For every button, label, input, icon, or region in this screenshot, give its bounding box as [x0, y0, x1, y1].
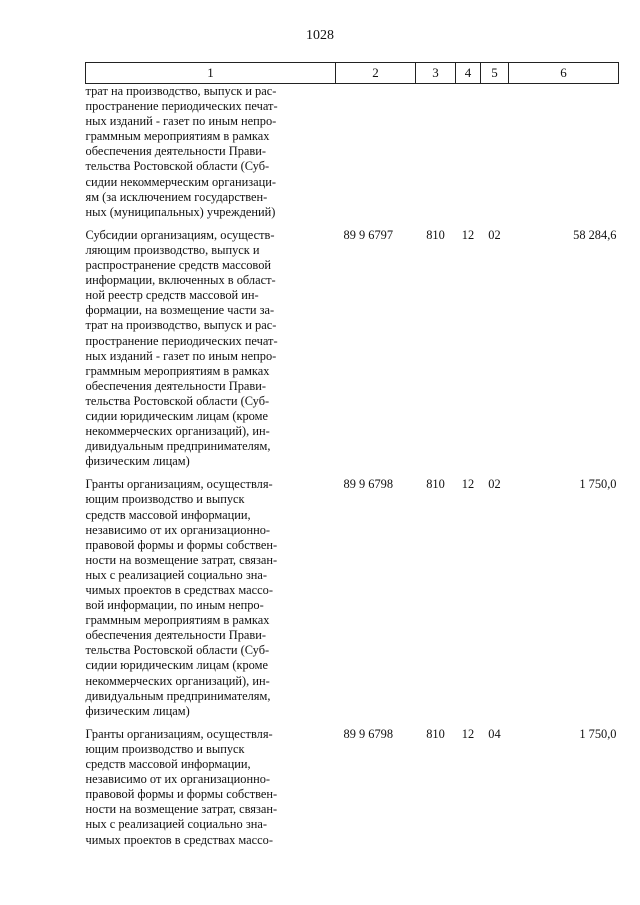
- row-col5: 02: [488, 227, 501, 242]
- description-line: сидии некоммерческим организаци-: [85, 174, 276, 189]
- description-line: ющим производство и выпуск: [85, 741, 245, 756]
- row-col4: 12: [461, 227, 475, 242]
- row-col5: [481, 84, 509, 220]
- row-col5: 04: [488, 726, 501, 741]
- table-row: [86, 220, 619, 470]
- row-col4: [456, 84, 481, 220]
- description-line: ности на возмещение затрат, связан-: [85, 552, 278, 567]
- description-line: ных изданий - газет по иным непро-: [85, 114, 277, 129]
- row-description: [86, 84, 336, 220]
- description-line: трат на производство, выпуск и рас-: [85, 318, 277, 333]
- description-line: средств массовой информации,: [85, 507, 251, 522]
- header-col-2: 2: [336, 63, 416, 84]
- description-line: независимо от их организационно-: [85, 522, 271, 537]
- description-line: ных с реализацией социально зна-: [85, 567, 267, 582]
- row-amount: [509, 84, 619, 220]
- description-line: средств массовой информации,: [85, 757, 251, 772]
- header-col-6: 6: [509, 63, 619, 84]
- description-line: сидии юридическим лицам (кроме: [85, 408, 268, 423]
- description-line: информации, включенных в област-: [85, 273, 276, 288]
- budget-table: [85, 62, 619, 848]
- description-line: ной реестр средств массовой ин-: [85, 288, 259, 303]
- description-line: трат на производство, выпуск и рас-: [85, 84, 277, 98]
- row-description: [86, 220, 336, 470]
- description-line: ных изданий - газет по иным непро-: [85, 348, 277, 363]
- row-amount: 1 750,0: [579, 726, 617, 741]
- row-amount: 1 750,0: [579, 477, 617, 492]
- row-col3: 810: [426, 227, 445, 242]
- description-line: обеспечения деятельности Прави-: [85, 144, 267, 159]
- row-code: 89 9 6798: [343, 477, 394, 492]
- table-header-row: [86, 63, 619, 84]
- description-line: распространение средств массовой: [85, 258, 272, 273]
- page-number: 1028: [306, 28, 334, 43]
- row-description: [86, 469, 336, 719]
- header-col-1: 1: [86, 63, 336, 84]
- row-col3: [416, 84, 456, 220]
- header-col-4: 4: [456, 63, 481, 84]
- row-col5: 02: [488, 477, 501, 492]
- description-line: сидии юридическим лицам (кроме: [85, 658, 268, 673]
- description-line: ющим производство и выпуск: [85, 492, 245, 507]
- row-code: 89 9 6797: [343, 227, 394, 242]
- description-line: граммным мероприятиям в рамках: [85, 613, 270, 628]
- description-line: дивидуальным предпринимателям,: [85, 688, 271, 703]
- table-row: [86, 469, 619, 719]
- description-line: тельства Ростовской области (Суб-: [85, 393, 270, 408]
- description-line: физическим лицам): [85, 703, 190, 718]
- description-line: чимых проектов в средствах массо-: [85, 583, 273, 597]
- description-line: чимых проектов в средствах массо-: [85, 832, 273, 847]
- row-code: [336, 84, 416, 220]
- header-col-3: 3: [416, 63, 456, 84]
- row-description: [86, 719, 336, 848]
- description-line: правовой формы и формы собствен-: [85, 537, 278, 552]
- description-line: обеспечения деятельности Прави-: [85, 378, 267, 393]
- row-col4: 12: [461, 726, 475, 741]
- description-line: граммным мероприятиям в рамках: [85, 363, 270, 378]
- description-line: граммным мероприятиям в рамках: [85, 129, 270, 144]
- description-line: ных (муниципальных) учреждений): [85, 204, 276, 219]
- description-line: дивидуальным предпринимателям,: [85, 439, 271, 454]
- description-line: формации, на возмещение части за-: [85, 303, 275, 318]
- description-line: ям (за исключением государствен-: [85, 189, 268, 204]
- row-col3: 810: [426, 726, 445, 741]
- header-col-5: 5: [481, 63, 509, 84]
- row-amount: 58 284,6: [573, 227, 617, 242]
- description-line: Гранты организациям, осуществля-: [85, 726, 273, 741]
- row-col4: 12: [461, 477, 475, 492]
- description-line: правовой формы и формы собствен-: [85, 787, 278, 802]
- description-line: пространение периодических печат-: [85, 99, 278, 114]
- row-col3: 810: [426, 477, 445, 492]
- description-line: вой информации, по иным непро-: [85, 598, 264, 613]
- description-line: тельства Ростовской области (Суб-: [85, 159, 270, 174]
- row-code: 89 9 6798: [343, 726, 394, 741]
- description-line: обеспечения деятельности Прави-: [85, 628, 267, 643]
- description-line: ляющим производство, выпуск и: [85, 242, 260, 257]
- table-row: [86, 719, 619, 848]
- description-line: некоммерческих организаций), ин-: [85, 673, 270, 688]
- table-body: [86, 84, 619, 848]
- description-line: ности на возмещение затрат, связан-: [85, 802, 278, 817]
- description-line: некоммерческих организаций), ин-: [85, 424, 270, 439]
- description-line: пространение периодических печат-: [85, 333, 278, 348]
- table-row: [86, 84, 619, 220]
- description-line: Субсидии организациям, осуществ-: [85, 227, 275, 242]
- description-line: физическим лицам): [85, 454, 190, 469]
- description-line: Гранты организациям, осуществля-: [85, 477, 273, 492]
- description-line: тельства Ростовской области (Суб-: [85, 643, 270, 658]
- description-line: независимо от их организационно-: [85, 772, 271, 787]
- description-line: ных с реализацией социально зна-: [85, 817, 267, 832]
